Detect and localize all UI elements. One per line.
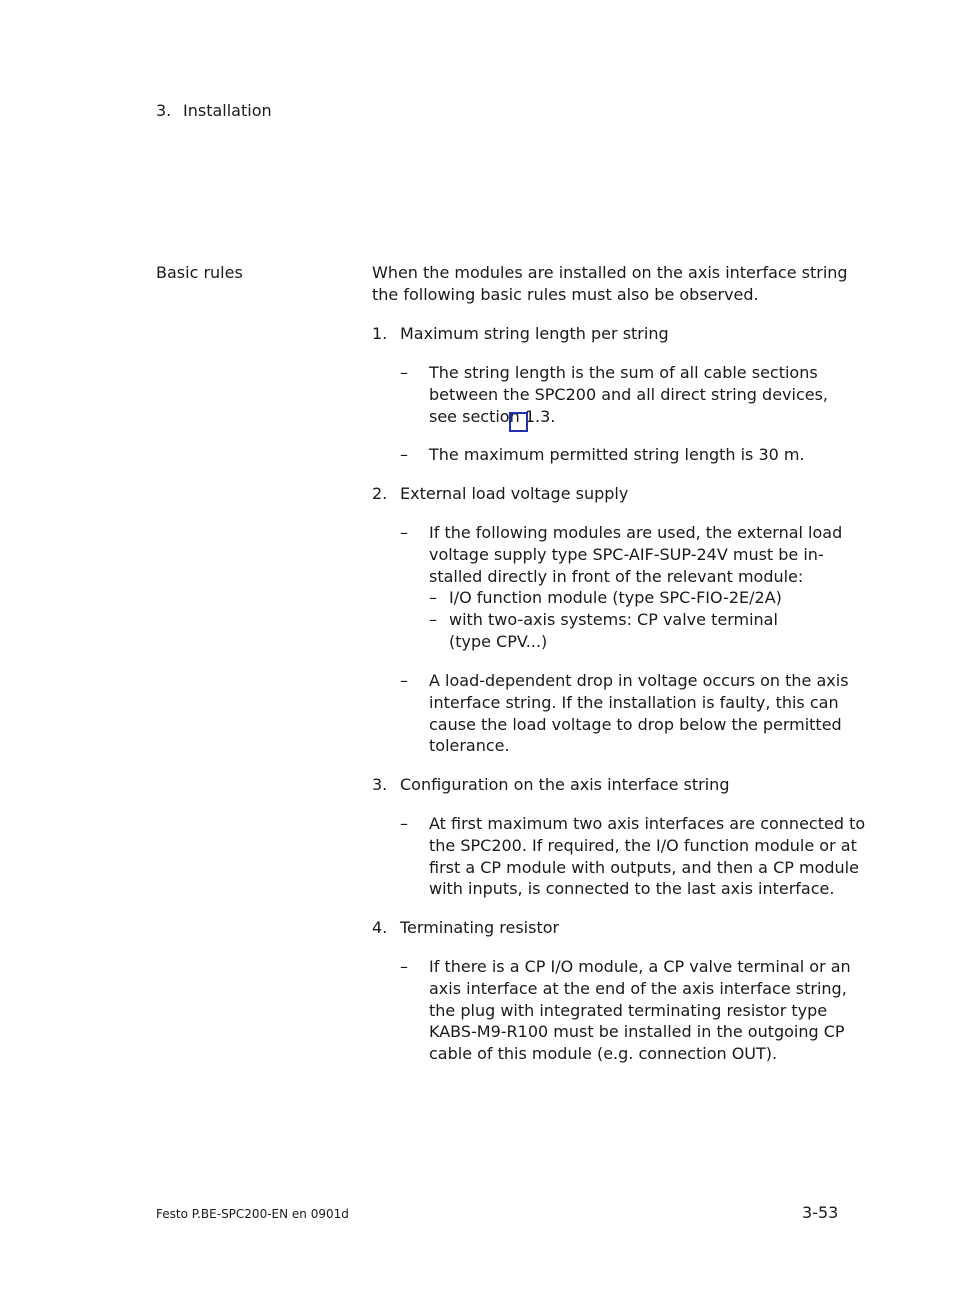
rule-number: 1. — [372, 324, 388, 343]
intro-line: When the modules are installed on the axis interface string — [372, 263, 848, 282]
bullet-text — [429, 444, 841, 466]
bullet-line: stalled directly in front of the relevant module: — [429, 566, 804, 586]
bullet-text — [429, 522, 841, 587]
rule-number: 3. — [372, 775, 388, 794]
bullet-line: first a CP module with outputs, and then a CP module — [429, 857, 859, 877]
page-number: 3-53 — [802, 1203, 839, 1222]
bullet-line: axis interface at the end of the axis interface string, — [429, 978, 847, 998]
sub-bullet-line: (type CPV...) — [449, 631, 548, 651]
rule-title: Maximum string length per string — [400, 324, 669, 343]
sub-bullet-text — [449, 587, 841, 609]
intro-paragraph — [372, 262, 848, 306]
sub-bullet-dash: – — [429, 610, 437, 629]
rule-number: 4. — [372, 918, 388, 937]
bullet-text — [429, 362, 841, 427]
rule-title: Configuration on the axis interface string — [400, 775, 730, 794]
sub-bullet-line: I/O function module (type SPC-FIO-2E/2A) — [449, 588, 782, 607]
sub-bullet-dash: – — [429, 588, 437, 607]
bullet-line: At first maximum two axis interfaces are connected to — [429, 814, 866, 833]
bullet-line: The maximum permitted string length is 30 m. — [429, 445, 805, 464]
rule-number: 2. — [372, 484, 388, 503]
sub-bullet-line: with two-axis systems: CP valve terminal — [449, 610, 778, 629]
bullet-dash: – — [400, 814, 408, 833]
bullet-line: interface string. If the installation is faulty, this can — [429, 692, 839, 712]
footer-doc-id: Festo P.BE-SPC200-EN en 0901d — [156, 1207, 349, 1221]
bullet-line: voltage supply type SPC-AIF-SUP-24V must be in- — [429, 544, 824, 564]
bullet-line: between the SPC200 and all direct string devices, — [429, 384, 829, 404]
bullet-line: cause the load voltage to drop below the permitted — [429, 714, 842, 734]
bullet-line: the plug with integrated terminating resistor type — [429, 1000, 828, 1020]
bullet-line: If there is a CP I/O module, a CP valve terminal or an — [429, 957, 851, 976]
sub-bullet-text — [449, 609, 841, 653]
bullet-line: If the following modules are used, the external load — [429, 523, 843, 542]
section-reference-link[interactable]: see section 1.3. — [429, 406, 556, 426]
section-title: Installation — [183, 101, 272, 120]
intro-line: the following basic rules must also be observed. — [372, 284, 759, 304]
bullet-line: A load-dependent drop in voltage occurs on the axis — [429, 671, 849, 690]
bullet-line: tolerance. — [429, 736, 510, 756]
rule-title: Terminating resistor — [400, 918, 560, 937]
bullet-dash: – — [400, 671, 408, 690]
bullet-text — [429, 813, 866, 900]
bullet-line: with inputs, is connected to the last axis interface. — [429, 879, 835, 899]
bullet-text — [429, 670, 849, 757]
bullet-line: KABS-M9-R100 must be installed in the outgoing CP — [429, 1022, 845, 1042]
section-number: 3. — [156, 101, 172, 120]
bullet-dash: – — [400, 523, 408, 542]
bullet-line: cable of this module (e.g. connection OUT). — [429, 1044, 778, 1064]
bullet-line: the SPC200. If required, the I/O function module or at — [429, 835, 857, 855]
rule-title: External load voltage supply — [400, 484, 629, 503]
bullet-dash: – — [400, 445, 408, 464]
link-highlight-box[interactable] — [509, 412, 528, 432]
side-label-basic-rules: Basic rules — [156, 263, 243, 282]
bullet-line: The string length is the sum of all cable sections — [429, 363, 818, 382]
bullet-text — [429, 956, 851, 1065]
bullet-dash: – — [400, 363, 408, 382]
bullet-dash: – — [400, 957, 408, 976]
